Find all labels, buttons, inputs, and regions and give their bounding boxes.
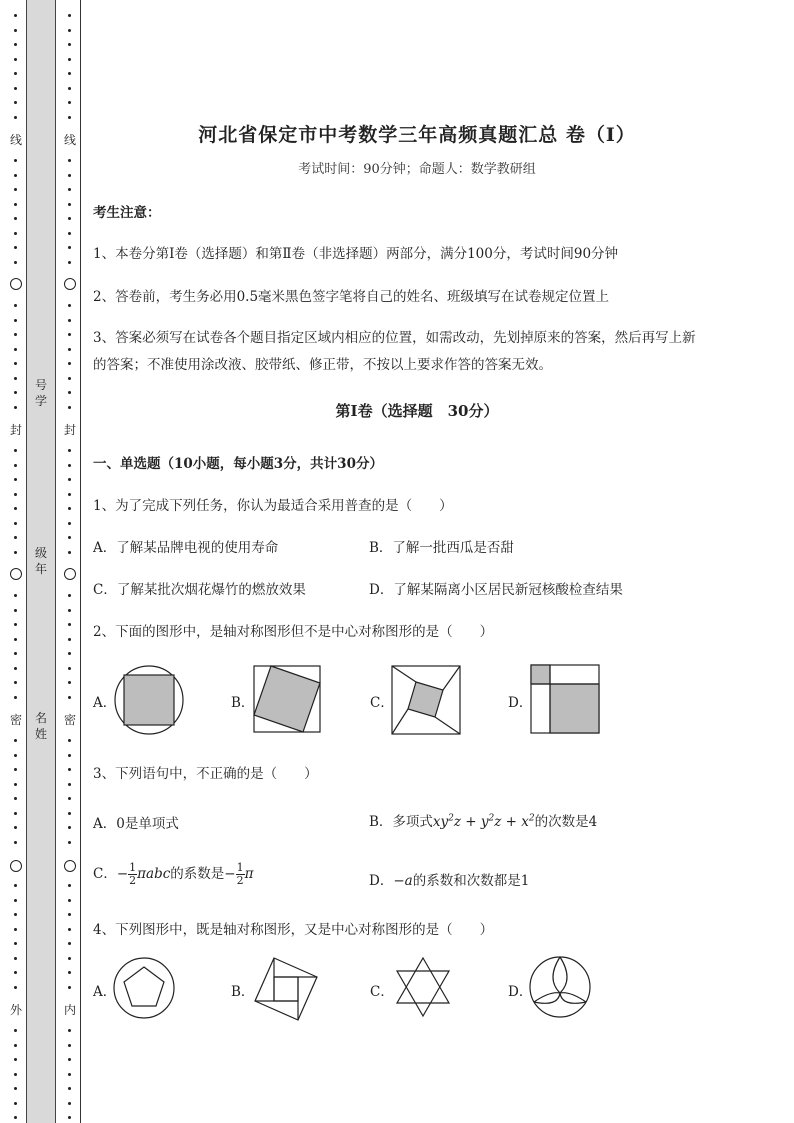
binding-dot	[68, 681, 71, 684]
binding-dot	[68, 638, 71, 641]
binding-dot	[68, 464, 71, 467]
binding-dot	[14, 942, 17, 945]
binding-dot	[14, 957, 17, 960]
binding-dot	[68, 333, 71, 336]
binding-dot	[68, 884, 71, 887]
binding-dot	[14, 899, 17, 902]
binding-dot	[14, 1044, 17, 1047]
binding-dot	[68, 188, 71, 191]
notice-heading: 考生注意：	[93, 205, 161, 221]
binding-dot	[68, 768, 71, 771]
binding-dot	[68, 319, 71, 322]
field-name	[33, 710, 49, 742]
right-mark-xian: 线	[63, 133, 76, 147]
q2-figure-c[interactable]	[391, 665, 461, 735]
binding-dot	[68, 667, 71, 670]
binding-dot	[68, 87, 71, 90]
binding-dot	[68, 304, 71, 307]
binding-dot	[68, 116, 71, 119]
binding-dot	[14, 261, 17, 264]
right-ring-3	[64, 860, 76, 872]
binding-dot	[68, 493, 71, 496]
binding-dot	[14, 14, 17, 17]
binding-dot	[14, 696, 17, 699]
binding-dot	[14, 188, 17, 191]
q3-option-b[interactable]	[369, 810, 597, 830]
binding-dot	[68, 594, 71, 597]
right-mark-nei: 内	[63, 1003, 76, 1017]
q3-monomial: πabc	[137, 866, 171, 882]
binding-dot	[14, 536, 17, 539]
notice-item-3-cont: 的答案；不准使用涂改液、胶带纸、修正带，不按以上要求作答的答案无效。	[93, 357, 552, 373]
q3-option-c[interactable]: C．− $\frac{1}{2}$ πabc的系数是− $\frac{1}{2}$ π	[93, 861, 254, 887]
q4-figure-d-three-arcs-in-circle[interactable]	[528, 955, 592, 1019]
q3-option-c-mid: 的系数是	[170, 866, 225, 882]
q1-option-d[interactable]: D．了解某隔离小区居民新冠核酸检查结果	[369, 582, 623, 598]
binding-dot	[68, 217, 71, 220]
binding-dot	[68, 1102, 71, 1105]
binding-dot	[14, 1058, 17, 1061]
q2-figure-a[interactable]	[112, 663, 186, 737]
binding-dot	[14, 739, 17, 742]
binding-dot	[14, 768, 17, 771]
binding-dot	[68, 652, 71, 655]
q4-label-a[interactable]: A．	[93, 984, 117, 1000]
binding-dot	[68, 609, 71, 612]
binding-dot	[68, 899, 71, 902]
q4-figure-b-pinwheel[interactable]	[253, 956, 319, 1022]
binding-dot	[68, 812, 71, 815]
notice-item-2: 2、答卷前，考生务必用0.5毫米黑色签字笔将自己的姓名、班级填写在试卷规定位置上	[93, 289, 610, 305]
binding-dot	[14, 551, 17, 554]
binding-dot	[68, 1058, 71, 1061]
q3-option-d-suffix: 的系数和次数都是1	[412, 873, 530, 889]
binding-dot	[14, 464, 17, 467]
left-dotted-line	[9, 0, 23, 1123]
q3-option-b-suffix: 的次数是4	[534, 814, 598, 830]
binding-dot	[14, 493, 17, 496]
left-mark-feng: 封	[9, 423, 22, 437]
field-name-text: 名姓	[34, 711, 47, 741]
binding-dot	[68, 261, 71, 264]
binding-dot	[68, 29, 71, 32]
binding-dot	[68, 754, 71, 757]
binding-dot	[68, 913, 71, 916]
binding-dot	[68, 957, 71, 960]
q3-option-c-prefix: C．	[93, 866, 117, 882]
left-ring-3	[10, 860, 22, 872]
binding-dot	[14, 116, 17, 119]
right-mark-feng: 封	[63, 423, 76, 437]
binding-dot	[14, 884, 17, 887]
binding-dot	[14, 348, 17, 351]
q4-label-b[interactable]: B．	[231, 984, 255, 1000]
binding-dot	[14, 159, 17, 162]
q2-label-b[interactable]: B．	[231, 695, 255, 711]
left-mark-xian: 线	[9, 133, 22, 147]
binding-dot	[14, 522, 17, 525]
left-mark-wai: 外	[9, 1003, 22, 1017]
binding-dot	[68, 72, 71, 75]
binding-dot	[14, 667, 17, 670]
q3-fraction-half-2: $\frac{1}{2}$	[236, 861, 244, 887]
right-ring-1	[64, 278, 76, 290]
q3-option-a[interactable]: A．0是单项式	[93, 816, 179, 832]
binding-dot	[14, 986, 17, 989]
section-title: 第Ⅰ卷（选择题 30分）	[335, 402, 499, 420]
binding-dot	[68, 203, 71, 206]
margin-border-line	[80, 0, 81, 1123]
binding-dot	[14, 652, 17, 655]
binding-dot	[68, 783, 71, 786]
binding-dot	[14, 638, 17, 641]
binding-dot	[14, 449, 17, 452]
field-class	[33, 545, 49, 577]
binding-dot	[68, 739, 71, 742]
binding-dot	[14, 971, 17, 974]
binding-dot	[68, 1073, 71, 1076]
q1-option-a[interactable]: A．了解某品牌电视的使用寿命	[93, 540, 279, 556]
q2-label-d[interactable]: D．	[508, 695, 533, 711]
q3-fraction-half: $\frac{1}{2}$	[129, 861, 137, 887]
binding-dot	[68, 348, 71, 351]
binding-dot	[14, 72, 17, 75]
q4-figure-c-star-of-david[interactable]	[391, 955, 455, 1019]
q1-option-b[interactable]: B．了解一批西瓜是否甜	[369, 540, 514, 556]
binding-dot	[68, 246, 71, 249]
part-heading: 一、单选题（10小题，每小题3分，共计30分）	[93, 456, 383, 472]
binding-dot	[68, 928, 71, 931]
binding-dot	[14, 1116, 17, 1119]
binding-dot	[68, 449, 71, 452]
binding-dot	[68, 174, 71, 177]
right-ring-2	[64, 568, 76, 580]
binding-dot	[14, 174, 17, 177]
q2-stem: 2、下面的图形中，是轴对称图形但不是中心对称图形的是（ ）	[93, 624, 494, 640]
binding-dot	[14, 841, 17, 844]
binding-dot	[14, 783, 17, 786]
binding-dot	[14, 333, 17, 336]
binding-dot	[14, 681, 17, 684]
binding-dot	[14, 29, 17, 32]
binding-dot	[68, 551, 71, 554]
q4-stem: 4、下列图形中，既是轴对称图形，又是中心对称图形的是（ ）	[93, 922, 494, 938]
binding-dot	[14, 623, 17, 626]
binding-dot	[68, 391, 71, 394]
q1-option-c[interactable]: C．了解某批次烟花爆竹的燃放效果	[93, 582, 306, 598]
binding-dot	[14, 797, 17, 800]
field-student-number-text: 号学	[34, 378, 47, 408]
left-mark-mi: 密	[9, 713, 22, 727]
binding-dot	[14, 913, 17, 916]
binding-dot	[68, 536, 71, 539]
binding-dot	[14, 1073, 17, 1076]
q3-option-d-prefix: D．	[369, 873, 394, 889]
binding-dot	[14, 507, 17, 510]
q3-option-b-prefix: B．多项式	[369, 814, 433, 830]
binding-dot	[68, 406, 71, 409]
binding-dot	[68, 522, 71, 525]
q4-label-c[interactable]: C．	[370, 984, 394, 1000]
binding-dot	[14, 406, 17, 409]
binding-dot	[68, 1044, 71, 1047]
binding-dot	[68, 1116, 71, 1119]
binding-dot	[14, 246, 17, 249]
q2-label-a[interactable]: A．	[93, 695, 117, 711]
binding-dot	[14, 594, 17, 597]
exam-subtitle: 考试时间：90分钟；命题人：数学教研组	[298, 162, 536, 177]
binding-dot	[14, 391, 17, 394]
left-ring-2	[10, 568, 22, 580]
notice-item-3: 3、答案必须写在试卷各个题目指定区域内相应的位置，如需改动，先划掉原来的答案，然后再写上新	[93, 330, 696, 346]
binding-dot	[68, 942, 71, 945]
binding-dot	[68, 14, 71, 17]
binding-dot	[14, 928, 17, 931]
binding-dot	[14, 203, 17, 206]
q2-label-c[interactable]: C．	[370, 695, 394, 711]
binding-dot	[14, 362, 17, 365]
binding-dot	[68, 841, 71, 844]
binding-dot	[14, 232, 17, 235]
q2-figure-d[interactable]	[530, 664, 600, 734]
q4-figure-a-pentagon-in-circle[interactable]	[112, 956, 176, 1020]
binding-dot	[14, 1029, 17, 1032]
binding-dot	[68, 232, 71, 235]
binding-dot	[14, 319, 17, 322]
binding-dot	[68, 1087, 71, 1090]
field-class-text: 级年	[34, 546, 47, 576]
q2-figure-b[interactable]	[253, 665, 321, 733]
binding-dot	[68, 507, 71, 510]
binding-dot	[68, 377, 71, 380]
binding-dot	[68, 797, 71, 800]
notice-item-1: 1、本卷分第Ⅰ卷（选择题）和第Ⅱ卷（非选择题）两部分，满分100分，考试时间90分钟	[93, 246, 619, 262]
binding-dot	[14, 304, 17, 307]
binding-dot	[14, 377, 17, 380]
exam-title: 河北省保定市中考数学三年高频真题汇总 卷（Ⅰ）	[198, 124, 636, 146]
left-ring-1	[10, 278, 22, 290]
right-dotted-line	[63, 0, 77, 1123]
q3-variable-a: a	[404, 873, 413, 889]
binding-dot	[14, 217, 17, 220]
binding-dot	[14, 609, 17, 612]
binding-dot	[14, 101, 17, 104]
binding-dot	[68, 986, 71, 989]
right-mark-mi: 密	[63, 713, 76, 727]
binding-dot	[14, 87, 17, 90]
q1-stem: 1、为了完成下列任务，你认为最适合采用普查的是（ ）	[93, 498, 453, 514]
q3-option-d[interactable]: D．−a的系数和次数都是1	[369, 873, 530, 889]
binding-dot	[14, 43, 17, 46]
binding-dot	[68, 43, 71, 46]
binding-dot	[68, 971, 71, 974]
q3-option-b-polynomial: $xy^2z + y^2z + x^2$	[432, 813, 535, 830]
binding-dot	[68, 101, 71, 104]
binding-dot	[14, 826, 17, 829]
field-student-number	[33, 377, 49, 409]
q4-label-d[interactable]: D．	[508, 984, 533, 1000]
binding-dot	[14, 58, 17, 61]
binding-dot	[14, 1102, 17, 1105]
binding-dot	[68, 478, 71, 481]
binding-dot	[14, 812, 17, 815]
binding-dot	[68, 159, 71, 162]
binding-dot	[68, 58, 71, 61]
binding-dot	[14, 478, 17, 481]
q3-stem: 3、下列语句中，不正确的是（ ）	[93, 766, 318, 782]
binding-dot	[68, 826, 71, 829]
binding-dot	[68, 696, 71, 699]
binding-dot	[68, 623, 71, 626]
binding-dot	[68, 1029, 71, 1032]
binding-dot	[68, 362, 71, 365]
binding-dot	[14, 1087, 17, 1090]
binding-dot	[14, 754, 17, 757]
